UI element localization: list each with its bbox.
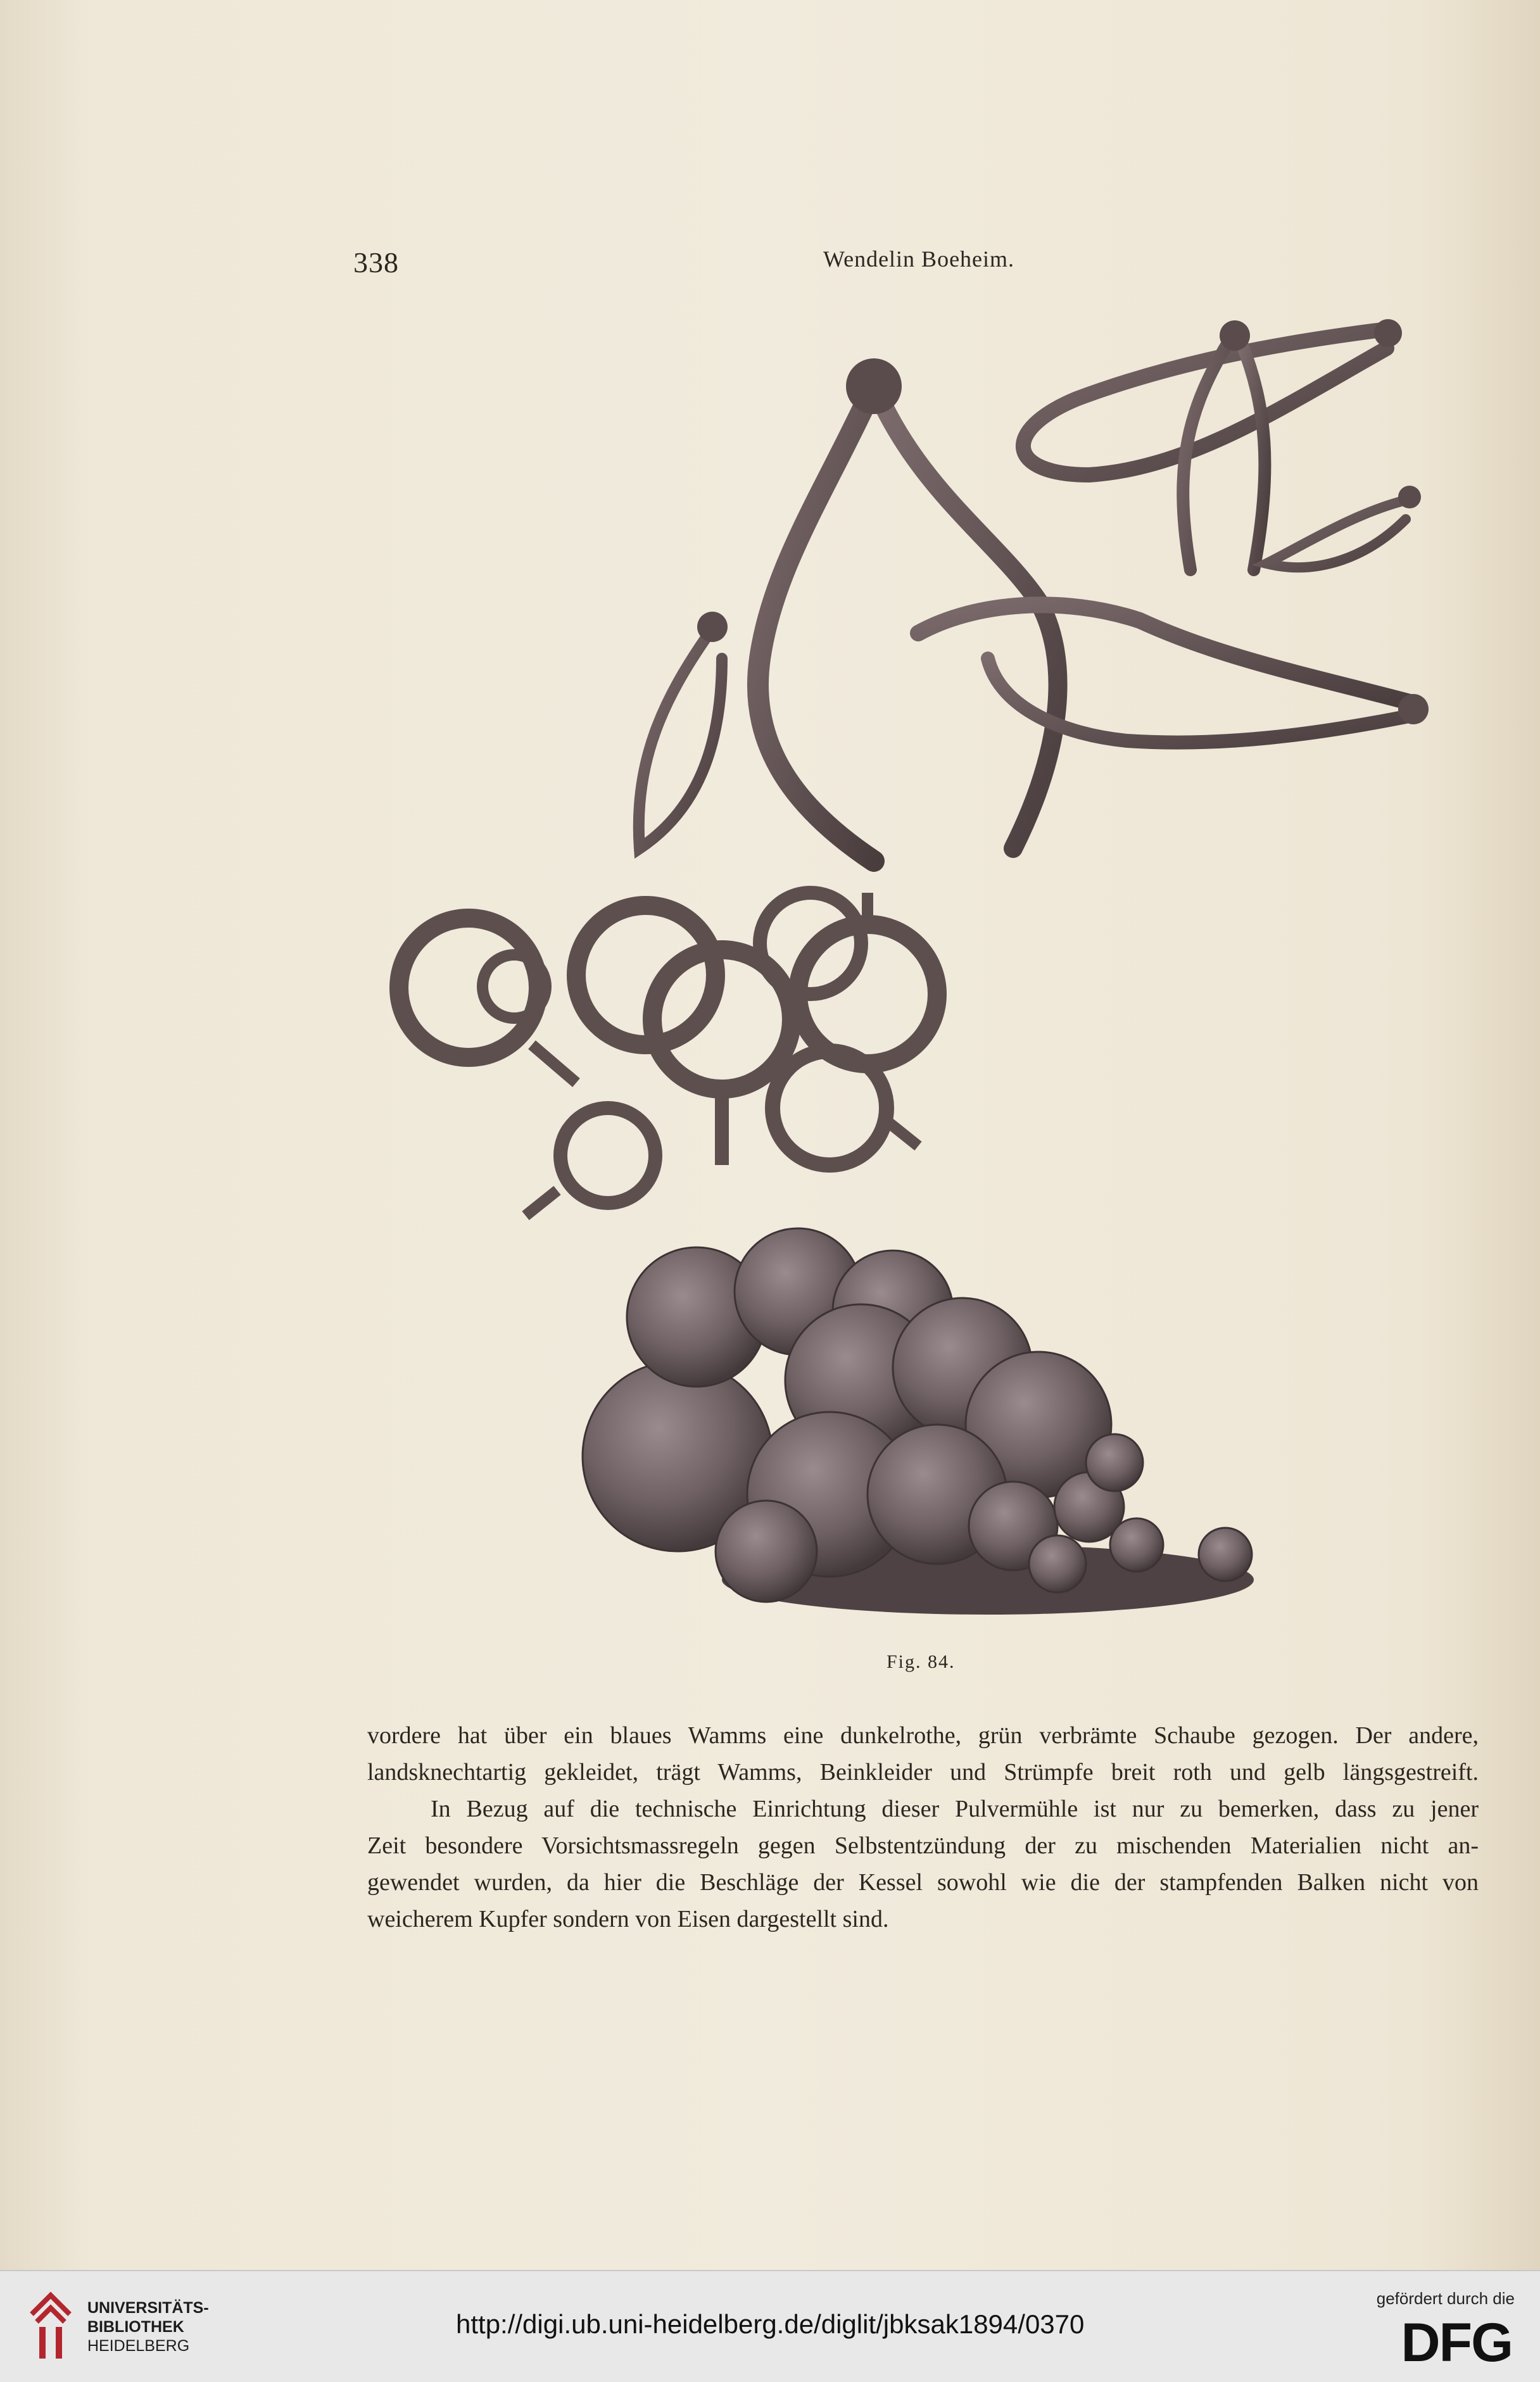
running-head: Wendelin Boeheim. <box>823 246 1015 272</box>
cannonball-heap <box>583 1228 1254 1615</box>
cannonball <box>1029 1535 1086 1592</box>
ring <box>399 918 538 1057</box>
permalink-url[interactable]: http://digi.ub.uni-heidelberg.de/diglit/jbksak1894/0370 <box>456 2309 1085 2339</box>
left-pincer <box>639 633 722 848</box>
library-logo-icon <box>25 2289 76 2365</box>
small-right-pincer <box>1266 500 1406 567</box>
library-name-line: UNIVERSITÄTS- <box>87 2299 209 2317</box>
ring <box>560 1108 655 1203</box>
library-name-line: BIBLIOTHEK <box>87 2318 184 2336</box>
viewer-footer <box>0 2270 1540 2382</box>
library-name-line: HEIDELBERG <box>87 2337 190 2355</box>
funding-label: gefördert durch die <box>1376 2289 1515 2308</box>
body-text-line: gewendet wurden, da hier die Beschläge der Kessel sowohl wie die der stampfenden Balken nicht von <box>367 1869 1479 1896</box>
body-text-line: In Bezug auf die technische Einrichtung dieser Pulvermühle ist nur zu bemerken, dass zu jener <box>431 1796 1479 1822</box>
body-text-line: Zeit besondere Vorsichtsmassregeln gegen Selbstentzündung der zu mischenden Materialien nicht an- <box>367 1832 1479 1859</box>
figure-caption: Fig. 84. <box>887 1651 956 1672</box>
cannonball <box>1110 1518 1163 1572</box>
figure-84-illustration <box>367 304 1456 1659</box>
large-pincer <box>758 399 874 861</box>
body-text-line: vordere hat über ein blaues Wamms eine dunkelrothe, grün verbrämte Schaube gezogen. Der andere, <box>367 1722 1479 1749</box>
rings-group <box>399 893 937 1216</box>
page-number: 338 <box>353 246 399 279</box>
cannonball <box>1086 1434 1143 1491</box>
ring <box>773 1051 887 1165</box>
large-pincer-pivot <box>846 358 902 414</box>
body-text-line: landsknechtartig gekleidet, trägt Wamms, Beinkleider und Strümpfe breit roth und gelb längsgestreift. <box>367 1759 1479 1786</box>
pincers-group <box>639 319 1429 861</box>
cannonball <box>1199 1528 1252 1581</box>
body-text-line: weicherem Kupfer sondern von Eisen dargestellt sind. <box>367 1906 889 1932</box>
cannonball <box>716 1501 817 1602</box>
dfg-logo: DFG <box>1401 2312 1512 2373</box>
